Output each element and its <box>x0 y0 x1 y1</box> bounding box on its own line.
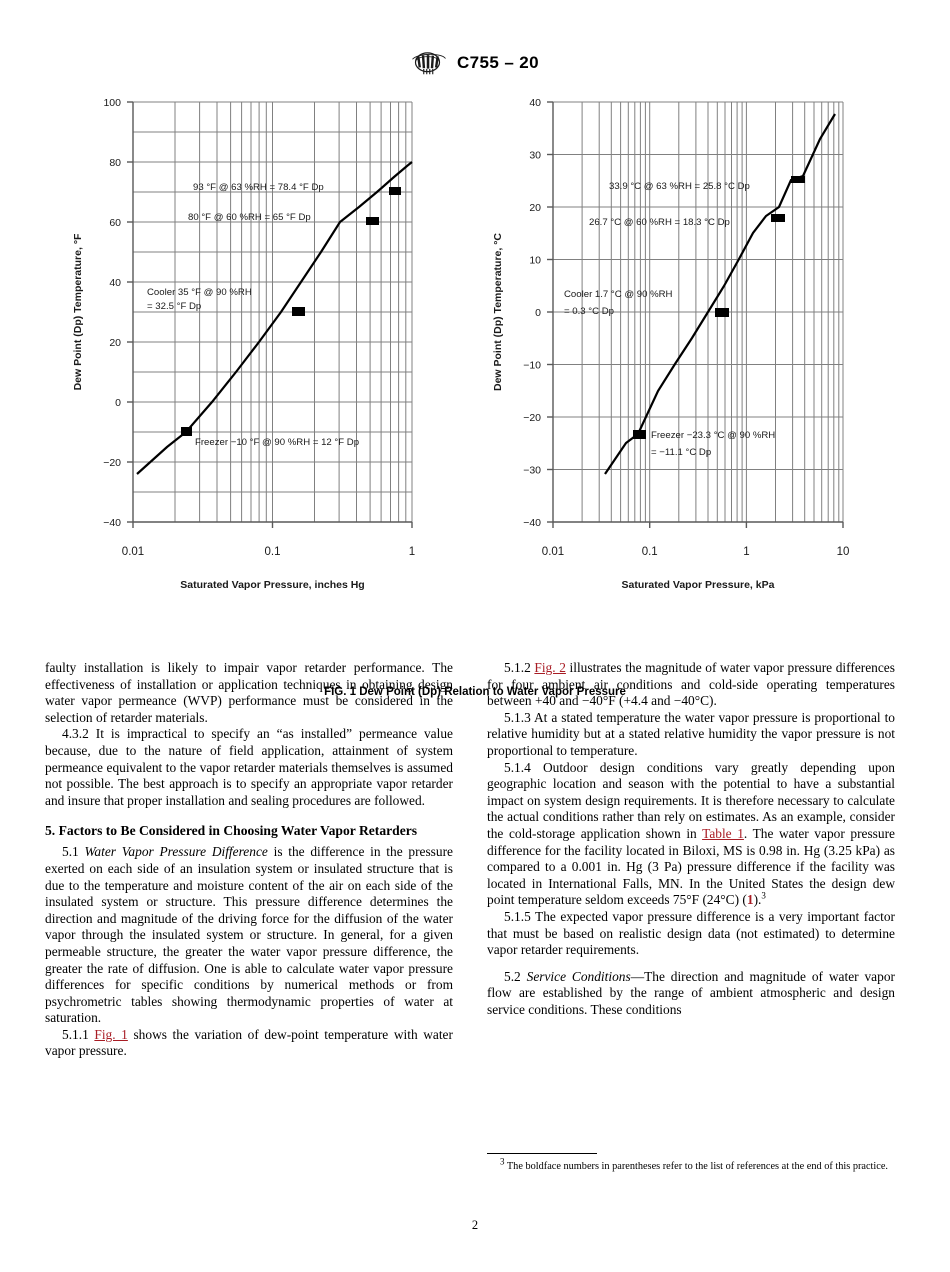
xref-fig-1[interactable]: Fig. 1 <box>94 1026 128 1042</box>
xtick-10: 10 <box>836 546 850 558</box>
footnote-marker-3[interactable]: 3 <box>761 890 766 901</box>
ytick-minus10: −10 <box>523 359 541 372</box>
annotation-93f-63rh: 93 °F @ 63 %RH = 78.4 °F Dp <box>193 182 324 193</box>
annotation-267c-60rh: 26.7 °C @ 60 %RH = 18.3 °C Dp <box>589 217 730 228</box>
xtick-1: 1 <box>743 546 750 558</box>
ytick-60: 60 <box>109 217 121 229</box>
annotation-cooler-line2: = 0.3 °C Dp <box>564 306 614 317</box>
ytick-40: 40 <box>529 97 541 109</box>
xtick-0.1: 0.1 <box>264 546 281 558</box>
page-number: 2 <box>471 1218 479 1232</box>
reference-number-1: 1 <box>746 892 754 908</box>
x-axis-title: Saturated Vapor Pressure, kPa <box>621 579 775 591</box>
figure-caption: FIG. 1 Dew Point (Dp) Relation to Water Vapor Pressure <box>324 686 626 698</box>
ytick-20: 20 <box>529 202 541 214</box>
annotation-cooler-line1: Cooler 1.7 °C @ 90 %RH <box>564 289 673 300</box>
annotation-freezer: Freezer −10 °F @ 90 %RH = 12 °F Dp <box>195 437 360 448</box>
paragraph-5-1-4 <box>487 760 895 909</box>
x-axis-title: Saturated Vapor Pressure, inches Hg <box>180 579 365 591</box>
page-header <box>0 50 950 76</box>
ytick-30: 30 <box>529 149 541 162</box>
para-term-italic: Service Conditions <box>526 968 631 984</box>
footnote-separator <box>487 1153 597 1154</box>
annotation-cooler-line1: Cooler 35 °F @ 90 %RH <box>147 287 252 298</box>
para-body: is the difference in the pressure exerted on each side of an insulation system or insulated structure that is due to the temperature and moisture content of the air on each side of the insulated system or structure. This pressure difference determines the direction and magnitude of the driving force for the diffusion of the water vapor through the insulated system or structure. In general, for a given permeable structure, the greater the water vapor pressure difference, the greater the rate of diffusion. One is able to calculate water vapor pressure differences for specific conditions by numerical methods or from psychrometric tables showing thermodynamic properties of water at saturation. <box>45 844 453 1026</box>
para-body: shows the variation of dew-point temperature with water vapor pressure. <box>45 1026 453 1059</box>
x-axis-ticks <box>553 522 843 528</box>
data-curve <box>137 162 412 474</box>
section-heading-5: 5. Factors to Be Considered in Choosing Water Vapor Retarders <box>45 823 418 839</box>
astm-logo-icon <box>411 50 447 76</box>
paragraph-4-3-2: 4.3.2 It is impractical to specify an “as installed” permeance value because, due to the nature of field application, attainment of system permeance equivalent to the vapor retarder materials themselves is assumed not possible. The best approach is to specify an appropriate vapor retarder and insure that proper installation and sealing procedures are followed. <box>45 726 453 808</box>
ytick-0: 0 <box>115 397 121 409</box>
ytick-minus40: −40 <box>523 517 541 529</box>
ytick-20: 20 <box>109 337 121 349</box>
xtick-1: 1 <box>408 546 416 558</box>
para-body-a: 5.1.4 Outdoor design conditions vary greatly depending upon geographic location and season with the potential to have a substantial impact on system design requirements. It is therefore necessary to calculate the actual conditions rather than rely on estimates. As an example, consider the cold-storage application shown in <box>487 759 895 841</box>
marker-cooler <box>715 308 729 317</box>
para-number: 5.1 <box>62 844 79 860</box>
standard-designation: C755 – 20 <box>456 53 540 72</box>
ytick-minus20: −20 <box>103 457 121 469</box>
column-left <box>45 660 453 1060</box>
para-term-italic: Water Vapor Pressure Difference <box>84 844 268 860</box>
paragraph-5-2 <box>487 969 895 1019</box>
marker-339c-63rh <box>791 176 805 183</box>
marker-93f-63rh <box>389 187 401 195</box>
ytick-80: 80 <box>109 157 121 169</box>
grid-horizontal-lines <box>553 102 843 470</box>
ytick-10: 10 <box>529 254 541 267</box>
y-axis-title: Dew Point (Dp) Temperature, °F <box>72 233 84 391</box>
paragraph-5-1-2 <box>487 660 895 710</box>
paragraph-5-1-3: 5.1.3 At a stated temperature the water vapor pressure is proportional to relative humidity but at a stated relative humidity the vapor pressure is not proportional to temperature. <box>487 709 895 758</box>
annotation-cooler-line2: = 32.5 °F Dp <box>147 301 202 312</box>
chart-row <box>0 92 950 592</box>
body-columns <box>0 660 950 1240</box>
ytick-minus20: −20 <box>523 412 541 424</box>
y-axis-title: Dew Point (Dp) Temperature, °C <box>492 232 504 392</box>
para-body: —The direction and magnitude of water vapor flow are established by the range of ambient atmospheric and design service conditions. These conditions <box>487 968 895 1017</box>
paragraph-5-1-1 <box>45 1027 453 1060</box>
annotation-freezer-line1: Freezer −23.3 °C @ 90 %RH <box>651 430 776 441</box>
paragraph-5-1 <box>45 844 453 1027</box>
chart-dew-point-kpa <box>475 92 895 592</box>
marker-cooler <box>292 307 305 316</box>
ytick-minus30: −30 <box>523 464 541 477</box>
annotation-80f-60rh: 80 °F @ 60 %RH = 65 °F Dp <box>188 212 311 223</box>
ytick-100: 100 <box>103 97 121 109</box>
footnote-text: The boldface numbers in parentheses refer to the list of references at the end of this practice. <box>506 1161 888 1172</box>
marker-freezer <box>181 427 192 436</box>
para-body: illustrates the magnitude of water vapor pressure differences for four ambient air conditions and cold-side operating temperatures between +40 and −40°F (+4.4 and −40°C). <box>487 660 895 709</box>
para-body-c: ). <box>753 892 762 908</box>
y-axis-ticks <box>127 102 133 522</box>
para-number: 5.1.2 <box>504 660 531 675</box>
ytick-0: 0 <box>535 307 541 319</box>
footnote-3 <box>487 1156 895 1173</box>
para-number: 5.1.1 <box>62 1026 89 1042</box>
xtick-0.1: 0.1 <box>641 546 658 558</box>
marker-freezer <box>633 430 646 439</box>
marker-80f-60rh <box>366 217 379 225</box>
paragraph-continued: faulty installation is likely to impair vapor retarder performance. The effectiveness of installation or application techniques in obtaining design water vapor permeance (WVP) performance must be considered in the selection of retarder materials. <box>45 660 453 725</box>
para-body-b: . The water vapor pressure difference for the facility located in Biloxi, MS is 0.98 in. Hg (3.25 kPa) as compared to a 0.001 in. Hg (3 Pa) pressure difference if the facility was located in International Falls, MN. In the United States the design dew point temperature seldom exceeds 75°F (24°C) ( <box>487 825 895 908</box>
marker-267c-60rh <box>771 214 785 222</box>
ytick-40: 40 <box>109 277 121 289</box>
x-axis-ticks <box>133 522 412 528</box>
annotation-339c-63rh: 33.9 °C @ 63 %RH = 25.8 °C Dp <box>609 181 750 192</box>
footnote-number: 3 <box>500 1156 505 1167</box>
paragraph-5-1-5: 5.1.5 The expected vapor pressure difference is a very important factor that must be based on realistic design data (not estimated) to determine vapor retarder requirements. <box>487 908 895 958</box>
column-right <box>487 660 895 1018</box>
y-axis-ticks <box>547 102 553 522</box>
xtick-0.01: 0.01 <box>121 546 145 558</box>
para-number: 5.2 <box>504 968 521 984</box>
chart-dew-point-inches-hg <box>55 92 475 592</box>
xtick-0.01: 0.01 <box>541 546 565 558</box>
xref-table-1[interactable]: Table 1 <box>702 825 744 841</box>
xref-fig-2[interactable]: Fig. 2 <box>534 660 566 675</box>
annotation-freezer-line2: = −11.1 °C Dp <box>651 447 712 458</box>
ytick-minus40: −40 <box>103 517 121 529</box>
